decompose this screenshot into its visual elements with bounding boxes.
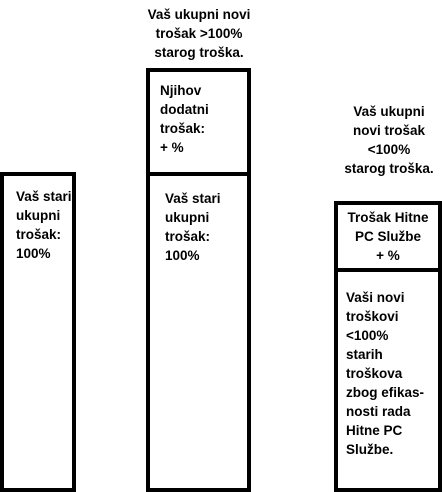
new-reduced-costs-label: Vaši novi troškovi <100% starih troškova zbog efikas- nosti rada Hitne PC Službe. (346, 290, 425, 457)
right-heading: Vaš ukupni novi trošak <100% starog troška. (344, 104, 434, 176)
right-bar-divider (334, 268, 442, 272)
emergency-pc-service-cost-label: Trošak Hitne PC Službe + % (347, 210, 429, 263)
their-additional-cost-label: Njihov dodatni trošak: + % (160, 83, 209, 155)
middle-heading: Vaš ukupni novi trošak >100% starog troška. (147, 7, 251, 60)
middle-old-cost-label: Vaš stari ukupni trošak: 100% (165, 191, 221, 263)
old-total-cost-label: Vaš stari ukupni trošak: 100% (16, 189, 72, 261)
middle-bar-divider (146, 172, 251, 176)
